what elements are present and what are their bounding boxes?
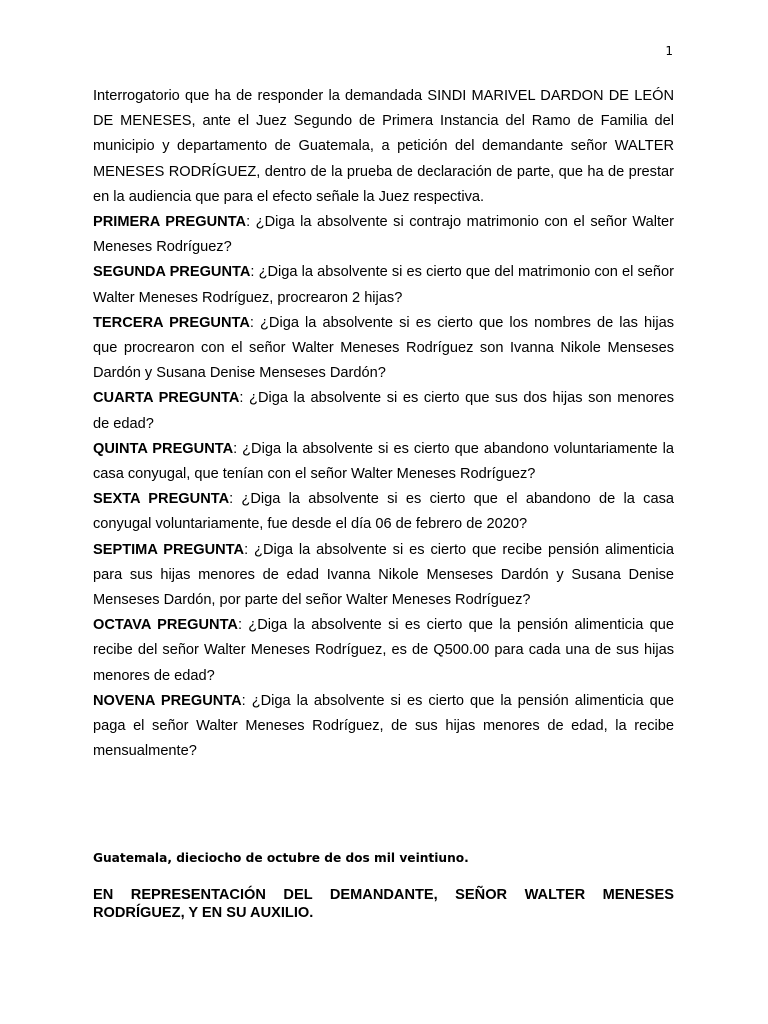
date-signoff: Guatemala, dieciocho de octubre de dos mil veintiuno. (93, 851, 469, 865)
question-text: : ¿Diga la absolvente si es cierto que la pensión alimenticia que recibe del señor Walter Meneses Rodríguez, es de Q500.00 para cada una de sus hijas menores de edad? (93, 617, 674, 684)
question-1 (93, 210, 674, 260)
question-text: : ¿Diga la absolvente si contrajo matrimonio con el señor Walter Meneses Rodríguez? (93, 214, 674, 256)
question-text: : ¿Diga la absolvente si es cierto que sus dos hijas son menores de edad? (93, 390, 674, 432)
question-label: SEGUNDA PREGUNTA (93, 264, 251, 281)
intro-paragraph: Interrogatorio que ha de responder la demandada SINDI MARIVEL DARDON DE LEÓN DE MENESES, ante el Juez Segundo de Primera Instancia del Ramo de Familia del municipio y departamento de Guatemala, a petición del demandante señor WALTER MENESES RODRÍGUEZ, dentro de la prueba de declaración de parte, que ha de prestar en la audiencia que para el efecto señale la Juez respectiva. (93, 88, 674, 205)
question-text: : ¿Diga la absolvente si es cierto que la pensión alimenticia que paga el señor Walter Meneses Rodríguez, de sus hijas menores de edad, la recibe mensualmente? (93, 692, 674, 760)
question-label: CUARTA PREGUNTA (93, 390, 240, 407)
question-8 (93, 613, 674, 689)
closing-statement: EN REPRESENTACIÓN DEL DEMANDANTE, SEÑOR WALTER MENESES RODRÍGUEZ, Y EN SU AUXILIO. (93, 887, 674, 921)
question-9 (93, 689, 674, 765)
question-text: : ¿Diga la absolvente si es cierto que los nombres de las hijas que procrearon con el señor Walter Meneses Rodríguez son Ivanna Nikole Menseses Dardón y Susana Denise Menseses Dardón? (93, 314, 675, 382)
question-5 (93, 437, 674, 487)
question-text: : ¿Diga la absolvente si es cierto que abandono voluntariamente la casa conyugal, que tenían con el señor Walter Meneses Rodríguez? (93, 440, 674, 483)
question-7 (93, 538, 674, 614)
question-6 (93, 487, 674, 537)
question-label: SEXTA PREGUNTA (93, 491, 230, 508)
question-label: QUINTA PREGUNTA (93, 440, 234, 457)
question-2 (93, 260, 674, 310)
question-4 (93, 386, 674, 436)
question-label: TERCERA PREGUNTA (93, 314, 250, 331)
question-label: PRIMERA PREGUNTA (93, 214, 247, 231)
page-number: 1 (665, 44, 673, 58)
question-3 (93, 311, 674, 387)
question-label: SEPTIMA PREGUNTA (93, 541, 245, 558)
document-body (93, 84, 674, 764)
question-text: : ¿Diga la absolvente si es cierto que recibe pensión alimenticia para sus hijas menores de edad Ivanna Nikole Menseses Dardón y Susana Denise Menseses Dardón, por parte del señor Walter Meneses Rodríguez? (93, 541, 675, 609)
question-label: OCTAVA PREGUNTA (93, 617, 238, 634)
question-text: : ¿Diga la absolvente si es cierto que del matrimonio con el señor Walter Meneses Rodríguez, procrearon 2 hijas? (93, 264, 675, 306)
question-text: : ¿Diga la absolvente si es cierto que el abandono de la casa conyugal voluntariamente, fue desde el día 06 de febrero de 2020? (93, 491, 674, 533)
question-label: NOVENA PREGUNTA (93, 692, 242, 709)
